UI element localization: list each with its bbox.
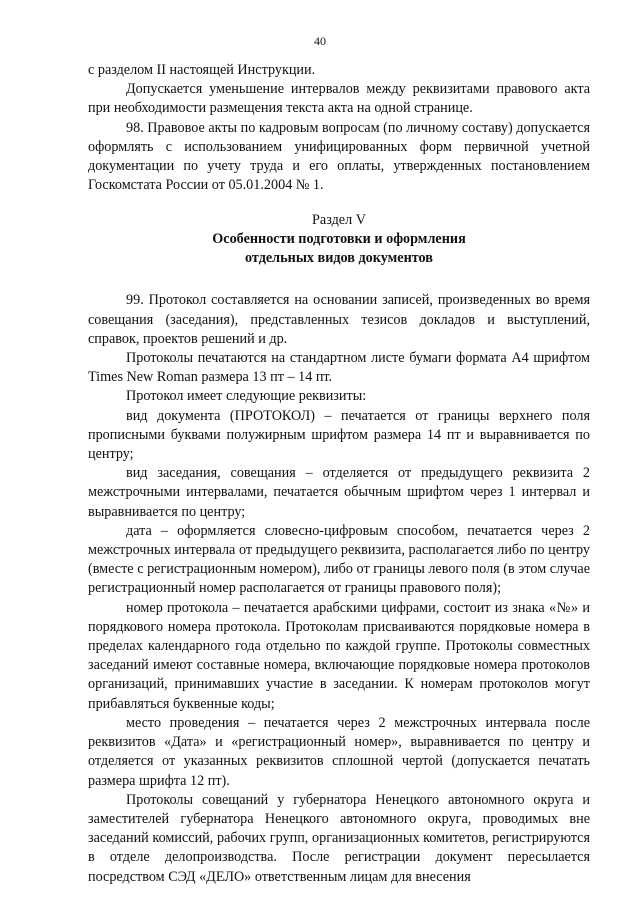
paragraph-governor-meetings: Протоколы совещаний у губернатора Ненецкого автономного округа и заместителей губернатора Ненецкого автономного округа, проводимых вне заседаний комиссий, рабочих групп, организационных комитетов, регистрируются в отделе делопроизводства. После регистрации документ пересылается посредством СЭД «ДЕЛО» ответственным лицам для внесения — [88, 791, 590, 885]
page-number: 40 — [314, 34, 326, 48]
section-title-line-1: Особенности подготовки и оформления — [212, 231, 466, 248]
paragraph-requisite-meeting-type: вид заседания, совещания – отделяется от предыдущего реквизита 2 межстрочными интервалами, печатается обычным шрифтом через 1 интервал и выравнивается по центру; — [88, 465, 590, 520]
paragraph-requisite-doc-type: вид документа (ПРОТОКОЛ) – печатается от границы верхнего поля прописными буквами полужирным шрифтом размера 14 пт и выравнивается по центру; — [88, 407, 590, 463]
section-heading — [88, 210, 590, 268]
document-body — [88, 61, 590, 887]
section-title-line-2: отдельных видов документов — [245, 250, 433, 267]
paragraph-99: 99. Протокол составляется на основании записей, произведенных во время совещания (заседания), представленных тезисов докладов и выступлений, справок, проектов решений и др. — [88, 292, 590, 347]
paragraph-continuation: с разделом II настоящей Инструкции. — [88, 62, 316, 78]
paragraph-print-format: Протоколы печатаются на стандартном листе бумаги формата А4 шрифтом Times New Roman размера 13 пт – 14 пт. — [88, 350, 590, 386]
section-label: Раздел V — [312, 212, 366, 229]
paragraph-98: 98. Правовое акты по кадровым вопросам (по личному составу) допускается оформлять с использованием унифицированных форм первичной учетной документации по учету труда и его оплаты, утвержденных постановлением Госкомстата России от 05.01.2004 № 1. — [88, 119, 590, 194]
paragraph-requisite-number: номер протокола – печатается арабскими цифрами, состоит из знака «№» и порядкового номера протокола. Протоколам присваиваются порядковые номера в пределах календарного года отдельно по каждой группе. Протоколы совместных заседаний имеют составные номера, включающие порядковые номера протоколов организаций, принимавших участие в заседании. К номерам протоколов могут прибавляться буквенные коды; — [88, 599, 590, 712]
paragraph-requisite-date: дата – оформляется словесно-цифровым способом, печатается через 2 межстрочных интервала от предыдущего реквизита, располагается либо по центру (вместе с регистрационным номером), либо от границы левого поля (в этом случае регистрационный номер располагается от границы правового поля); — [88, 522, 590, 597]
paragraph-requisites-intro: Протокол имеет следующие реквизиты: — [126, 388, 367, 405]
paragraph-interval-reduction: Допускается уменьшение интервалов между реквизитами правового акта при необходимости размещения текста акта на одной странице. — [88, 81, 590, 117]
paragraph-requisite-place: место проведения – печатается через 2 межстрочных интервала после реквизитов «Дата» и «регистрационный номер», выравнивается по центру и отделяется от указанных реквизитов сплошной чертой (допускается печатать размера шрифта 12 пт). — [88, 714, 590, 789]
